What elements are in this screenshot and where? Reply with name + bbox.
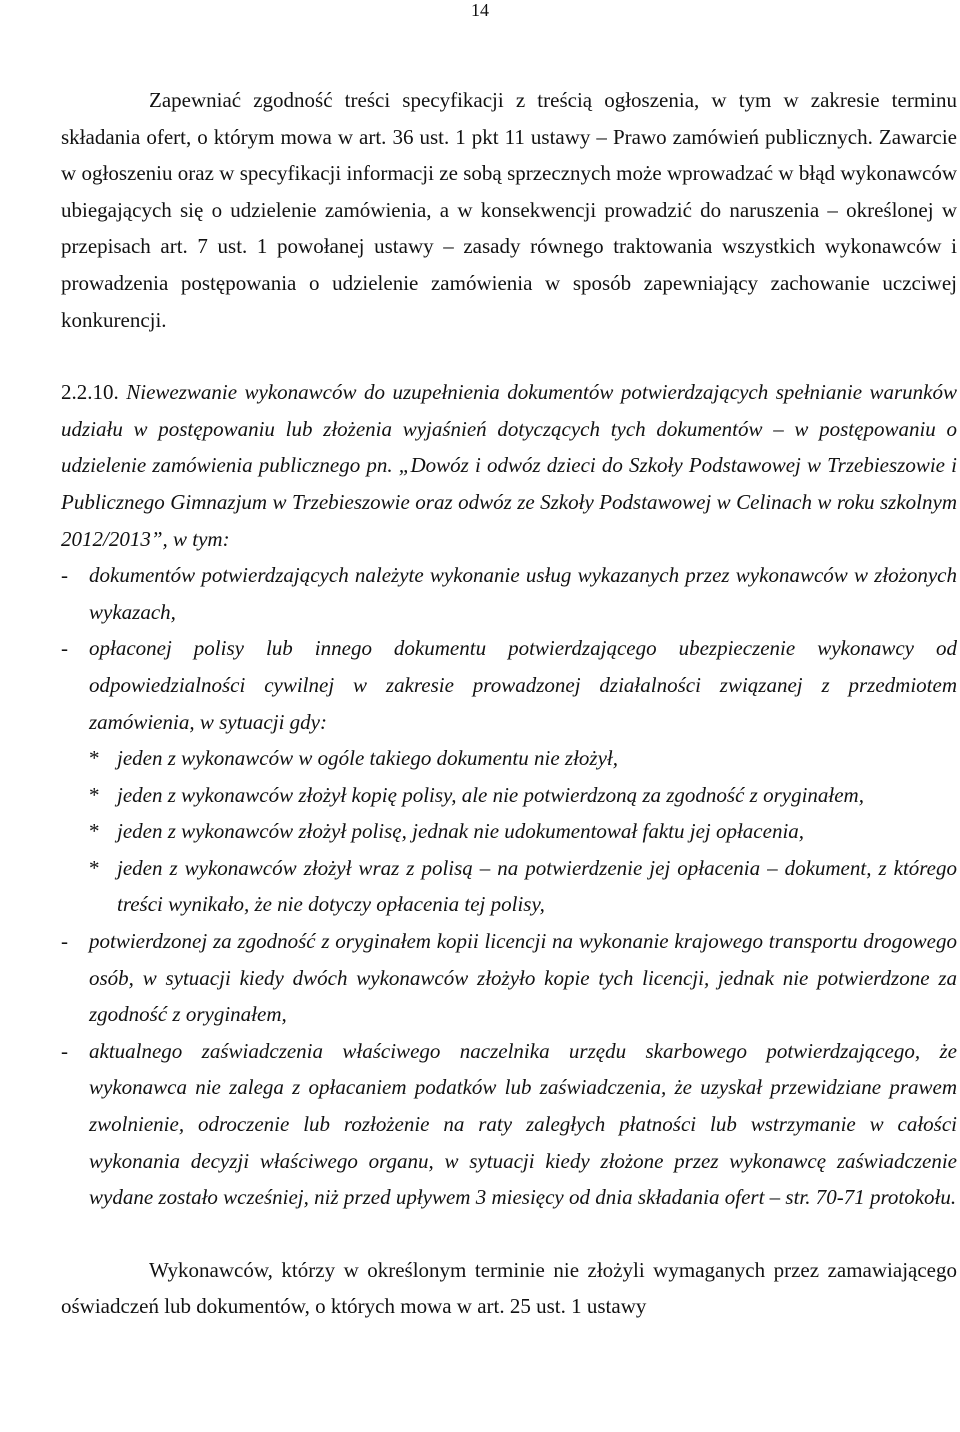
sub-list-item — [89, 813, 957, 850]
section-number: 2.2.10. — [61, 380, 119, 405]
sub-list-item-text: jeden z wykonawców złożył polisę, jednak nie udokumentował faktu jej opłacenia, — [117, 819, 805, 844]
sub-list-marker: * — [89, 746, 100, 771]
sub-list-item-text: jeden z wykonawców w ogóle takiego dokumentu nie złożył, — [117, 746, 618, 771]
list-item — [61, 557, 957, 630]
page-number: 14 — [471, 0, 489, 20]
sub-list-marker: * — [89, 782, 100, 807]
section-intro-text: Niewezwanie wykonawców do uzupełnienia dokumentów potwierdzających spełnianie warunków udziału w postępowaniu lub złożenia wyjaśnień dotyczących tych dokumentów – w postępowaniu o udzielenie zamówienia publicznego pn. „Dowóz i odwóz dzieci do Szkoły Podstawowej w Trzebieszowie i Publicznego Gimnazjum w Trzebieszowie oraz odwóz ze Szkoły Podstawowej w Celinach w roku szkolnym 2012/2013”, w tym: — [61, 380, 957, 551]
list-item — [61, 923, 957, 1033]
section-intro — [61, 374, 957, 557]
list-item-text: dokumentów potwierdzających należyte wykonanie usług wykazanych przez wykonawców w złożonych wykazach, — [89, 563, 957, 624]
sub-list-item-text: jeden z wykonawców złożył wraz z polisą – na potwierdzenie jej opłacenia – dokument, z którego treści wynikało, że nie dotyczy opłacenia tej polisy, — [117, 855, 957, 917]
sub-list-item — [89, 740, 957, 777]
spacer — [61, 338, 957, 374]
list-marker: - — [61, 929, 68, 954]
sub-list-marker: * — [89, 819, 100, 844]
list-item — [61, 630, 957, 740]
list-item-text: opłaconej polisy lub innego dokumentu potwierdzającego ubezpieczenie wykonawcy od odpowiedzialności cywilnej w zakresie prowadzonej działalności związanej z przedmiotem zamówienia, w sytuacji gdy: — [89, 636, 957, 734]
document-body — [61, 82, 957, 1325]
sub-list-marker: * — [89, 855, 100, 880]
list-item-text: aktualnego zaświadczenia właściwego naczelnika urzędu skarbowego potwierdzającego, że wykonawca nie zalega z opłacaniem podatków lub zaświadczenia, że uzyskał przewidziane prawem zwolnienie, odroczenie lub rozłożenie na raty zaległych płatności lub wstrzymanie w całości wykonania decyzji właściwego organu, w sytuacji kiedy złożone przez wykonawcę zaświadczenie wydane zostało wcześniej, niż przed upływem 3 miesięcy od dnia składania ofert – str. 70-71 protokołu. — [89, 1038, 957, 1210]
list-marker: - — [61, 1038, 68, 1063]
paragraph-recommendation: Zapewniać zgodność treści specyfikacji z treścią ogłoszenia, w tym w zakresie terminu składania ofert, o którym mowa w art. 36 ust. 1 pkt 11 ustawy – Prawo zamówień publicznych. Zawarcie w ogłoszeniu oraz w specyfikacji informacji ze sobą sprzecznych może wprowadzać w błąd wykonawców ubiegających się o udzielenie zamówienia, a w konsekwencji prowadzić do naruszenia – określonej w przepisach art. 7 ust. 1 powołanej ustawy – zasady równego traktowania wszystkich wykonawców i prowadzenia postępowania o udzielenie zamówienia w sposób zapewniający zachowanie uczciwej konkurencji. — [61, 88, 957, 332]
paragraph-final: Wykonawców, którzy w określonym terminie nie złożyli wymaganych przez zamawiającego oświadczeń lub dokumentów, o których mowa w art. 25 ust. 1 ustawy — [61, 1257, 957, 1319]
list-item — [61, 1033, 957, 1216]
list-item-text: potwierdzonej za zgodność z oryginałem kopii licencji na wykonanie krajowego transportu drogowego osób, w sytuacji kiedy dwóch wykonawców złożyło kopie tych licencji, jednak nie potwierdzone za zgodność z oryginałem, — [89, 929, 957, 1027]
spacer — [61, 1216, 957, 1252]
section-2-2-10 — [61, 374, 957, 1216]
list-marker: - — [61, 563, 68, 588]
sub-list-item-text: jeden z wykonawców złożył kopię polisy, ale nie potwierdzoną za zgodność z oryginałem, — [117, 782, 864, 807]
sub-list-item — [89, 850, 957, 923]
sub-list-item — [89, 777, 957, 814]
list-marker: - — [61, 636, 68, 661]
